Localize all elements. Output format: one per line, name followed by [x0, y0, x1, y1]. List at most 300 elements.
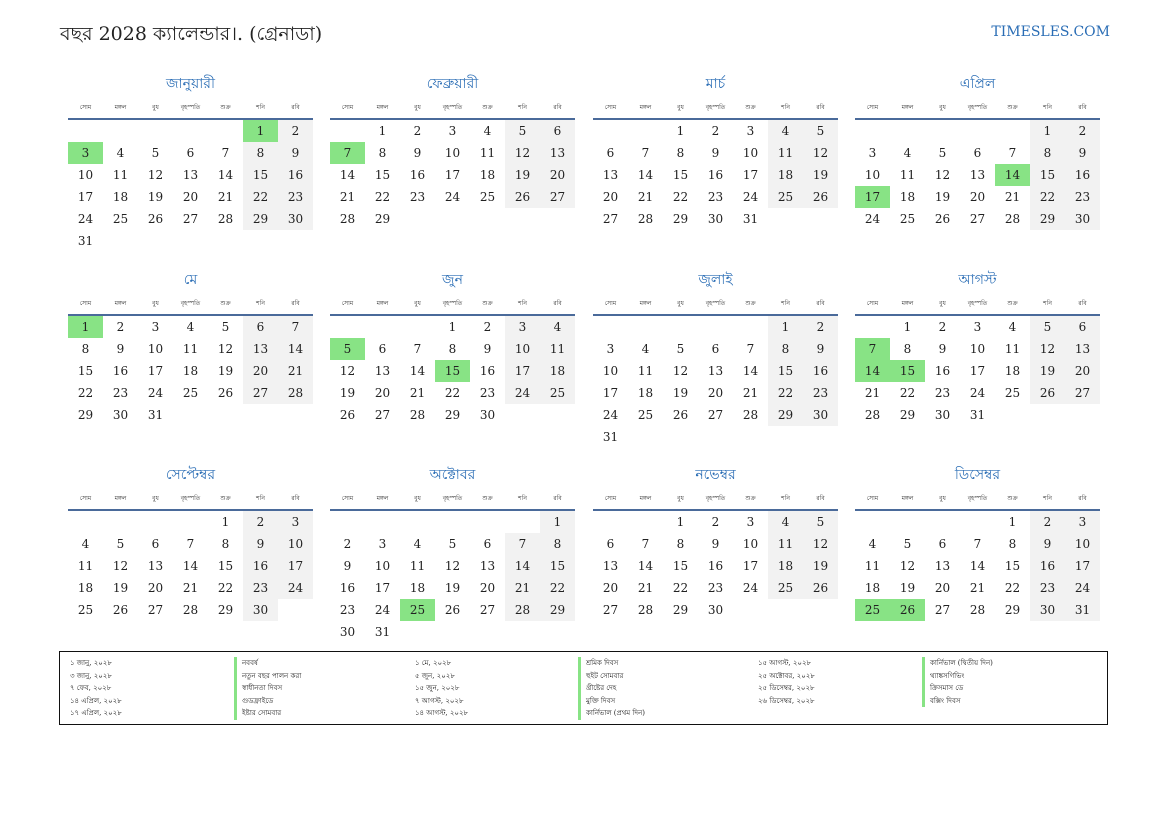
day-cell[interactable]: 25: [182, 386, 199, 400]
day-cell[interactable]: 23: [803, 382, 838, 404]
day-cell[interactable]: 17: [969, 364, 986, 378]
day-cell[interactable]: 11: [768, 142, 803, 164]
day-cell[interactable]: 3: [378, 537, 387, 551]
day-cell[interactable]: 6: [151, 537, 160, 551]
day-cell[interactable]: 19: [112, 581, 129, 595]
day-cell[interactable]: 11: [77, 559, 94, 573]
day-cell[interactable]: 17: [1065, 555, 1100, 577]
day-cell[interactable]: 18: [182, 364, 199, 378]
day-cell[interactable]: 29: [899, 408, 916, 422]
day-cell[interactable]: 18: [637, 386, 654, 400]
day-cell[interactable]: 19: [803, 164, 838, 186]
day-cell[interactable]: 10: [742, 537, 759, 551]
day-cell[interactable]: 13: [479, 559, 496, 573]
day-cell[interactable]: 14: [995, 164, 1030, 186]
day-cell[interactable]: 21: [864, 386, 881, 400]
day-cell[interactable]: 4: [868, 537, 877, 551]
day-cell[interactable]: 4: [1008, 320, 1017, 334]
day-cell[interactable]: 21: [969, 581, 986, 595]
day-cell[interactable]: 10: [444, 146, 461, 160]
day-cell[interactable]: 20: [479, 581, 496, 595]
day-cell[interactable]: 26: [672, 408, 689, 422]
day-cell[interactable]: 20: [243, 360, 278, 382]
day-cell[interactable]: 13: [969, 168, 986, 182]
day-cell[interactable]: 20: [602, 190, 619, 204]
day-cell[interactable]: 30: [278, 208, 313, 230]
day-cell[interactable]: 25: [1004, 386, 1021, 400]
day-cell[interactable]: 26: [890, 599, 925, 621]
day-cell[interactable]: 12: [672, 364, 689, 378]
day-cell[interactable]: 12: [899, 559, 916, 573]
day-cell[interactable]: 1: [1008, 515, 1017, 529]
day-cell[interactable]: 27: [147, 603, 164, 617]
day-cell[interactable]: 30: [112, 408, 129, 422]
day-cell[interactable]: 28: [505, 599, 540, 621]
day-cell[interactable]: 6: [938, 537, 947, 551]
day-cell[interactable]: 12: [803, 142, 838, 164]
day-cell[interactable]: 29: [374, 212, 391, 226]
day-cell[interactable]: 13: [243, 338, 278, 360]
day-cell[interactable]: 4: [768, 120, 803, 142]
day-cell[interactable]: 7: [221, 146, 230, 160]
day-cell[interactable]: 3: [68, 142, 103, 164]
day-cell[interactable]: 5: [803, 120, 838, 142]
day-cell[interactable]: 29: [540, 599, 575, 621]
day-cell[interactable]: 2: [413, 124, 422, 138]
day-cell[interactable]: 15: [1004, 559, 1021, 573]
day-cell[interactable]: 19: [934, 190, 951, 204]
day-cell[interactable]: 18: [864, 581, 881, 595]
day-cell[interactable]: 14: [969, 559, 986, 573]
day-cell[interactable]: 24: [444, 190, 461, 204]
day-cell[interactable]: 6: [540, 120, 575, 142]
day-cell[interactable]: 19: [444, 581, 461, 595]
day-cell[interactable]: 10: [864, 168, 881, 182]
day-cell[interactable]: 5: [1030, 316, 1065, 338]
day-cell[interactable]: 26: [934, 212, 951, 226]
day-cell[interactable]: 22: [1004, 581, 1021, 595]
day-cell[interactable]: 8: [1030, 142, 1065, 164]
day-cell[interactable]: 22: [540, 577, 575, 599]
day-cell[interactable]: 15: [672, 559, 689, 573]
day-cell[interactable]: 24: [147, 386, 164, 400]
day-cell[interactable]: 2: [116, 320, 125, 334]
day-cell[interactable]: 9: [243, 533, 278, 555]
day-cell[interactable]: 8: [81, 342, 90, 356]
day-cell[interactable]: 18: [112, 190, 129, 204]
day-cell[interactable]: 17: [855, 186, 890, 208]
day-cell[interactable]: 2: [278, 120, 313, 142]
day-cell[interactable]: 5: [903, 537, 912, 551]
day-cell[interactable]: 25: [77, 603, 94, 617]
day-cell[interactable]: 8: [676, 146, 685, 160]
day-cell[interactable]: 28: [1004, 212, 1021, 226]
day-cell[interactable]: 16: [1065, 164, 1100, 186]
day-cell[interactable]: 17: [374, 581, 391, 595]
day-cell[interactable]: 22: [1030, 186, 1065, 208]
day-cell[interactable]: 30: [934, 408, 951, 422]
day-cell[interactable]: 22: [243, 186, 278, 208]
day-cell[interactable]: 18: [899, 190, 916, 204]
day-cell[interactable]: 29: [217, 603, 234, 617]
day-cell[interactable]: 5: [938, 146, 947, 160]
day-cell[interactable]: 23: [112, 386, 129, 400]
day-cell[interactable]: 4: [641, 342, 650, 356]
day-cell[interactable]: 25: [768, 186, 803, 208]
day-cell[interactable]: 21: [182, 581, 199, 595]
day-cell[interactable]: 21: [217, 190, 234, 204]
day-cell[interactable]: 17: [444, 168, 461, 182]
day-cell[interactable]: 1: [243, 120, 278, 142]
day-cell[interactable]: 9: [413, 146, 422, 160]
day-cell[interactable]: 2: [1065, 120, 1100, 142]
day-cell[interactable]: 7: [186, 537, 195, 551]
day-cell[interactable]: 11: [479, 146, 496, 160]
day-cell[interactable]: 19: [505, 164, 540, 186]
day-cell[interactable]: 24: [77, 212, 94, 226]
day-cell[interactable]: 29: [672, 603, 689, 617]
day-cell[interactable]: 25: [855, 599, 890, 621]
day-cell[interactable]: 9: [483, 342, 492, 356]
day-cell[interactable]: 11: [409, 559, 426, 573]
day-cell[interactable]: 23: [1065, 186, 1100, 208]
day-cell[interactable]: 21: [637, 190, 654, 204]
day-cell[interactable]: 7: [641, 146, 650, 160]
day-cell[interactable]: 16: [479, 364, 496, 378]
day-cell[interactable]: 3: [278, 511, 313, 533]
day-cell[interactable]: 23: [707, 190, 724, 204]
day-cell[interactable]: 14: [278, 338, 313, 360]
day-cell[interactable]: 2: [483, 320, 492, 334]
day-cell[interactable]: 12: [147, 168, 164, 182]
day-cell[interactable]: 18: [1004, 364, 1021, 378]
day-cell[interactable]: 15: [435, 360, 470, 382]
day-cell[interactable]: 12: [217, 342, 234, 356]
day-cell[interactable]: 13: [934, 559, 951, 573]
day-cell[interactable]: 3: [973, 320, 982, 334]
day-cell[interactable]: 3: [151, 320, 160, 334]
day-cell[interactable]: 12: [1030, 338, 1065, 360]
day-cell[interactable]: 12: [505, 142, 540, 164]
day-cell[interactable]: 31: [742, 212, 759, 226]
day-cell[interactable]: 22: [77, 386, 94, 400]
day-cell[interactable]: 11: [768, 533, 803, 555]
day-cell[interactable]: 20: [602, 581, 619, 595]
day-cell[interactable]: 23: [339, 603, 356, 617]
day-cell[interactable]: 5: [151, 146, 160, 160]
day-cell[interactable]: 13: [1065, 338, 1100, 360]
day-cell[interactable]: 26: [112, 603, 129, 617]
day-cell[interactable]: 1: [676, 515, 685, 529]
day-cell[interactable]: 19: [803, 555, 838, 577]
day-cell[interactable]: 28: [182, 603, 199, 617]
day-cell[interactable]: 23: [409, 190, 426, 204]
day-cell[interactable]: 27: [540, 186, 575, 208]
day-cell[interactable]: 25: [768, 577, 803, 599]
day-cell[interactable]: 16: [803, 360, 838, 382]
day-cell[interactable]: 30: [1030, 599, 1065, 621]
day-cell[interactable]: 16: [707, 168, 724, 182]
day-cell[interactable]: 28: [637, 212, 654, 226]
day-cell[interactable]: 27: [479, 603, 496, 617]
day-cell[interactable]: 24: [969, 386, 986, 400]
day-cell[interactable]: 18: [768, 555, 803, 577]
day-cell[interactable]: 29: [768, 404, 803, 426]
day-cell[interactable]: 3: [1065, 511, 1100, 533]
day-cell[interactable]: 20: [1065, 360, 1100, 382]
day-cell[interactable]: 9: [803, 338, 838, 360]
day-cell[interactable]: 20: [147, 581, 164, 595]
day-cell[interactable]: 23: [278, 186, 313, 208]
day-cell[interactable]: 17: [505, 360, 540, 382]
day-cell[interactable]: 10: [374, 559, 391, 573]
day-cell[interactable]: 8: [903, 342, 912, 356]
day-cell[interactable]: 1: [768, 316, 803, 338]
day-cell[interactable]: 22: [374, 190, 391, 204]
day-cell[interactable]: 7: [641, 537, 650, 551]
day-cell[interactable]: 21: [742, 386, 759, 400]
day-cell[interactable]: 27: [374, 408, 391, 422]
day-cell[interactable]: 28: [637, 603, 654, 617]
day-cell[interactable]: 14: [637, 168, 654, 182]
day-cell[interactable]: 27: [969, 212, 986, 226]
day-cell[interactable]: 29: [77, 408, 94, 422]
day-cell[interactable]: 20: [934, 581, 951, 595]
day-cell[interactable]: 17: [147, 364, 164, 378]
day-cell[interactable]: 6: [973, 146, 982, 160]
day-cell[interactable]: 17: [742, 168, 759, 182]
day-cell[interactable]: 4: [81, 537, 90, 551]
day-cell[interactable]: 9: [711, 537, 720, 551]
day-cell[interactable]: 27: [602, 603, 619, 617]
day-cell[interactable]: 11: [899, 168, 916, 182]
day-cell[interactable]: 18: [409, 581, 426, 595]
day-cell[interactable]: 18: [768, 164, 803, 186]
day-cell[interactable]: 9: [711, 146, 720, 160]
day-cell[interactable]: 24: [742, 190, 759, 204]
day-cell[interactable]: 9: [1030, 533, 1065, 555]
day-cell[interactable]: 22: [672, 190, 689, 204]
day-cell[interactable]: 28: [217, 212, 234, 226]
day-cell[interactable]: 14: [182, 559, 199, 573]
day-cell[interactable]: 4: [116, 146, 125, 160]
day-cell[interactable]: 12: [339, 364, 356, 378]
day-cell[interactable]: 28: [409, 408, 426, 422]
day-cell[interactable]: 15: [672, 168, 689, 182]
day-cell[interactable]: 1: [68, 316, 103, 338]
day-cell[interactable]: 26: [505, 186, 540, 208]
day-cell[interactable]: 27: [243, 382, 278, 404]
day-cell[interactable]: 28: [742, 408, 759, 422]
day-cell[interactable]: 21: [409, 386, 426, 400]
day-cell[interactable]: 23: [707, 581, 724, 595]
day-cell[interactable]: 6: [186, 146, 195, 160]
day-cell[interactable]: 4: [413, 537, 422, 551]
day-cell[interactable]: 23: [1030, 577, 1065, 599]
day-cell[interactable]: 22: [768, 382, 803, 404]
day-cell[interactable]: 27: [182, 212, 199, 226]
day-cell[interactable]: 21: [505, 577, 540, 599]
day-cell[interactable]: 3: [746, 515, 755, 529]
day-cell[interactable]: 3: [746, 124, 755, 138]
day-cell[interactable]: 7: [278, 316, 313, 338]
day-cell[interactable]: 6: [243, 316, 278, 338]
day-cell[interactable]: 15: [374, 168, 391, 182]
day-cell[interactable]: 28: [278, 382, 313, 404]
day-cell[interactable]: 31: [602, 430, 619, 444]
day-cell[interactable]: 30: [339, 625, 356, 639]
day-cell[interactable]: 2: [1030, 511, 1065, 533]
day-cell[interactable]: 1: [378, 124, 387, 138]
day-cell[interactable]: 5: [116, 537, 125, 551]
day-cell[interactable]: 17: [602, 386, 619, 400]
day-cell[interactable]: 20: [707, 386, 724, 400]
day-cell[interactable]: 15: [243, 164, 278, 186]
day-cell[interactable]: 28: [864, 408, 881, 422]
day-cell[interactable]: 25: [540, 382, 575, 404]
day-cell[interactable]: 18: [540, 360, 575, 382]
day-cell[interactable]: 16: [1030, 555, 1065, 577]
day-cell[interactable]: 10: [1065, 533, 1100, 555]
day-cell[interactable]: 31: [147, 408, 164, 422]
day-cell[interactable]: 13: [602, 168, 619, 182]
day-cell[interactable]: 20: [182, 190, 199, 204]
day-cell[interactable]: 3: [606, 342, 615, 356]
day-cell[interactable]: 28: [339, 212, 356, 226]
day-cell[interactable]: 7: [413, 342, 422, 356]
day-cell[interactable]: 14: [505, 555, 540, 577]
site-link[interactable]: TIMESLES.COM: [991, 24, 1110, 40]
day-cell[interactable]: 29: [1030, 208, 1065, 230]
day-cell[interactable]: 15: [77, 364, 94, 378]
day-cell[interactable]: 24: [602, 408, 619, 422]
day-cell[interactable]: 16: [339, 581, 356, 595]
day-cell[interactable]: 12: [803, 533, 838, 555]
day-cell[interactable]: 26: [1030, 382, 1065, 404]
day-cell[interactable]: 9: [278, 142, 313, 164]
day-cell[interactable]: 27: [1065, 382, 1100, 404]
day-cell[interactable]: 2: [938, 320, 947, 334]
day-cell[interactable]: 9: [1065, 142, 1100, 164]
day-cell[interactable]: 7: [1008, 146, 1017, 160]
day-cell[interactable]: 20: [969, 190, 986, 204]
day-cell[interactable]: 16: [278, 164, 313, 186]
day-cell[interactable]: 19: [899, 581, 916, 595]
day-cell[interactable]: 20: [540, 164, 575, 186]
day-cell[interactable]: 17: [77, 190, 94, 204]
day-cell[interactable]: 10: [505, 338, 540, 360]
day-cell[interactable]: 13: [374, 364, 391, 378]
day-cell[interactable]: 31: [969, 408, 986, 422]
day-cell[interactable]: 22: [444, 386, 461, 400]
day-cell[interactable]: 31: [77, 234, 94, 248]
day-cell[interactable]: 4: [540, 316, 575, 338]
day-cell[interactable]: 21: [1004, 190, 1021, 204]
day-cell[interactable]: 13: [540, 142, 575, 164]
day-cell[interactable]: 13: [147, 559, 164, 573]
day-cell[interactable]: 13: [182, 168, 199, 182]
day-cell[interactable]: 30: [803, 404, 838, 426]
day-cell[interactable]: 27: [602, 212, 619, 226]
day-cell[interactable]: 10: [969, 342, 986, 356]
day-cell[interactable]: 16: [934, 364, 951, 378]
day-cell[interactable]: 30: [707, 603, 724, 617]
day-cell[interactable]: 15: [768, 360, 803, 382]
day-cell[interactable]: 4: [768, 511, 803, 533]
day-cell[interactable]: 24: [374, 603, 391, 617]
day-cell[interactable]: 23: [934, 386, 951, 400]
day-cell[interactable]: 29: [1004, 603, 1021, 617]
day-cell[interactable]: 10: [602, 364, 619, 378]
day-cell[interactable]: 2: [711, 515, 720, 529]
day-cell[interactable]: 26: [217, 386, 234, 400]
day-cell[interactable]: 8: [221, 537, 230, 551]
day-cell[interactable]: 29: [243, 208, 278, 230]
day-cell[interactable]: 16: [707, 559, 724, 573]
day-cell[interactable]: 12: [112, 559, 129, 573]
day-cell[interactable]: 10: [77, 168, 94, 182]
day-cell[interactable]: 20: [374, 386, 391, 400]
day-cell[interactable]: 14: [339, 168, 356, 182]
day-cell[interactable]: 21: [637, 581, 654, 595]
day-cell[interactable]: 11: [864, 559, 881, 573]
day-cell[interactable]: 31: [1065, 599, 1100, 621]
day-cell[interactable]: 22: [899, 386, 916, 400]
day-cell[interactable]: 25: [637, 408, 654, 422]
day-cell[interactable]: 14: [217, 168, 234, 182]
day-cell[interactable]: 7: [973, 537, 982, 551]
day-cell[interactable]: 10: [742, 146, 759, 160]
day-cell[interactable]: 2: [803, 316, 838, 338]
day-cell[interactable]: 26: [803, 186, 838, 208]
day-cell[interactable]: 13: [707, 364, 724, 378]
day-cell[interactable]: 23: [479, 386, 496, 400]
day-cell[interactable]: 19: [1030, 360, 1065, 382]
day-cell[interactable]: 3: [505, 316, 540, 338]
day-cell[interactable]: 7: [746, 342, 755, 356]
day-cell[interactable]: 18: [77, 581, 94, 595]
day-cell[interactable]: 8: [1008, 537, 1017, 551]
day-cell[interactable]: 11: [637, 364, 654, 378]
day-cell[interactable]: 5: [330, 338, 365, 360]
day-cell[interactable]: 16: [409, 168, 426, 182]
day-cell[interactable]: 14: [409, 364, 426, 378]
day-cell[interactable]: 13: [602, 559, 619, 573]
day-cell[interactable]: 29: [672, 212, 689, 226]
day-cell[interactable]: 12: [934, 168, 951, 182]
day-cell[interactable]: 24: [278, 577, 313, 599]
day-cell[interactable]: 7: [505, 533, 540, 555]
day-cell[interactable]: 5: [505, 120, 540, 142]
day-cell[interactable]: 9: [938, 342, 947, 356]
day-cell[interactable]: 1: [221, 515, 230, 529]
day-cell[interactable]: 30: [479, 408, 496, 422]
day-cell[interactable]: 19: [672, 386, 689, 400]
day-cell[interactable]: 25: [899, 212, 916, 226]
day-cell[interactable]: 18: [479, 168, 496, 182]
day-cell[interactable]: 14: [855, 360, 890, 382]
day-cell[interactable]: 17: [278, 555, 313, 577]
day-cell[interactable]: 10: [147, 342, 164, 356]
day-cell[interactable]: 27: [707, 408, 724, 422]
day-cell[interactable]: 7: [330, 142, 365, 164]
day-cell[interactable]: 30: [707, 212, 724, 226]
day-cell[interactable]: 4: [186, 320, 195, 334]
day-cell[interactable]: 25: [112, 212, 129, 226]
day-cell[interactable]: 19: [217, 364, 234, 378]
day-cell[interactable]: 15: [540, 555, 575, 577]
day-cell[interactable]: 27: [934, 603, 951, 617]
